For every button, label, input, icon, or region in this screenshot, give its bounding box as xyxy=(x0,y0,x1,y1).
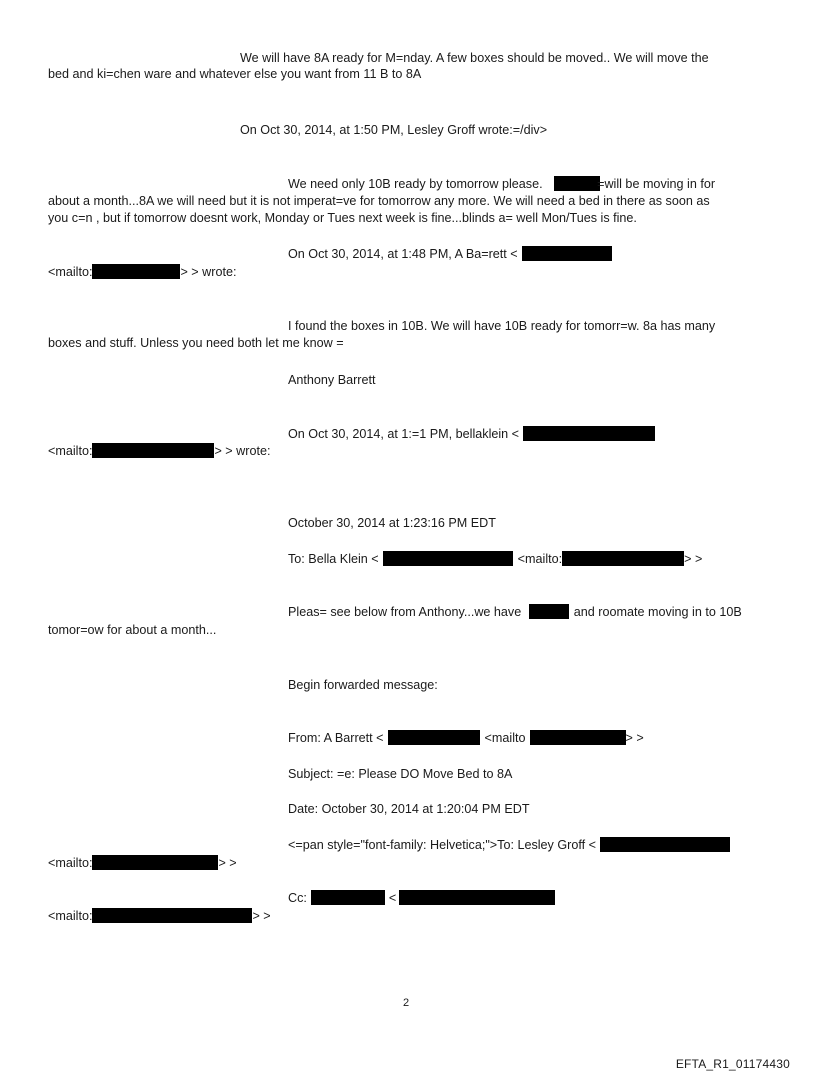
signature-line xyxy=(288,372,376,388)
redaction-block xyxy=(600,837,730,852)
text-segment: > > wrote: xyxy=(180,265,237,279)
text-segment: Anthony Barrett xyxy=(288,373,376,387)
text-segment: < xyxy=(388,891,397,905)
text-segment: > > xyxy=(252,909,271,923)
text-segment: <mailto: xyxy=(48,909,93,923)
text-segment: On Oct 30, 2014, at 1:48 PM, A Ba=rett < xyxy=(288,247,518,261)
redaction-block xyxy=(530,730,626,745)
redaction-block xyxy=(562,551,684,566)
text-line xyxy=(240,50,709,66)
text-line xyxy=(288,318,715,334)
text-segment: From: A Barrett < xyxy=(288,731,384,745)
redaction-block xyxy=(399,890,555,905)
text-segment: <mailto: xyxy=(48,444,93,458)
email-header-line xyxy=(288,730,644,746)
email-header-line xyxy=(288,515,496,531)
email-header-line xyxy=(48,264,236,280)
text-segment: and roomate moving in to 10B xyxy=(573,605,742,619)
text-segment: Subject: =e: Please DO Move Bed to 8A xyxy=(288,767,513,781)
text-segment: > > xyxy=(218,856,237,870)
text-segment: <mailto xyxy=(484,731,526,745)
text-line xyxy=(48,335,344,351)
bates-number: EFTA_R1_01174430 xyxy=(675,1057,790,1071)
text-segment: =will be moving in for xyxy=(597,177,716,191)
text-segment: On Oct 30, 2014, at 1:=1 PM, bellaklein < xyxy=(288,427,520,441)
email-header-line xyxy=(288,801,530,817)
redaction-block xyxy=(311,890,385,905)
text-segment: We will have 8A ready for M=nday. A few boxes should be moved.. We will move the xyxy=(240,51,709,65)
email-header-line xyxy=(288,766,512,782)
email-header-line xyxy=(48,855,237,871)
email-header-line xyxy=(48,908,271,924)
text-segment: October 30, 2014 at 1:23:16 PM EDT xyxy=(288,516,496,530)
email-header-line xyxy=(48,443,270,459)
email-header-line xyxy=(288,426,655,442)
text-segment: about a month...8A we will need but it is not imperat=ve for tomorrow any more. We will need a bed in there as soon as xyxy=(48,194,710,208)
text-segment: bed and ki=chen ware and whatever else you want from 11 B to 8A xyxy=(48,67,422,81)
text-segment: tomor=ow for about a month... xyxy=(48,623,217,637)
text-line xyxy=(288,176,715,192)
redaction-block xyxy=(529,604,569,619)
text-segment: > > xyxy=(684,552,703,566)
text-segment: you c=n , but if tomorrow doesnt work, Monday or Tues next week is fine...blinds a= well Mon/Tues is fine. xyxy=(48,211,637,225)
text-segment: <mailto: xyxy=(48,856,93,870)
redaction-block xyxy=(92,855,218,870)
text-segment: Pleas= see below from Anthony...we have xyxy=(288,605,522,619)
forward-header xyxy=(288,677,438,693)
email-header-line xyxy=(288,246,612,262)
redaction-block xyxy=(554,176,600,191)
text-segment: To: Bella Klein < xyxy=(288,552,379,566)
text-segment: <mailto: xyxy=(48,265,93,279)
email-header-line xyxy=(288,551,702,567)
redaction-block xyxy=(92,264,180,279)
text-segment: We need only 10B ready by tomorrow please. xyxy=(288,177,543,191)
text-segment: boxes and stuff. Unless you need both let me know = xyxy=(48,336,344,350)
redaction-block xyxy=(92,908,252,923)
text-line xyxy=(48,622,216,638)
redaction-block xyxy=(92,443,214,458)
text-segment: Date: October 30, 2014 at 1:20:04 PM EDT xyxy=(288,802,530,816)
text-segment: I found the boxes in 10B. We will have 10B ready for tomorr=w. 8a has many xyxy=(288,319,716,333)
text-segment: > > wrote: xyxy=(214,444,271,458)
redaction-block xyxy=(523,426,655,441)
text-segment: Cc: xyxy=(288,891,307,905)
text-segment: > > xyxy=(625,731,644,745)
email-header-line xyxy=(288,837,730,853)
text-segment: On Oct 30, 2014, at 1:50 PM, Lesley Groff wrote:=/div> xyxy=(240,123,548,137)
text-line xyxy=(288,604,742,620)
email-header-line xyxy=(240,122,547,138)
text-segment: <=pan style="font-family: Helvetica;">To: Lesley Groff < xyxy=(288,838,596,852)
email-header-line xyxy=(288,890,555,906)
redaction-block xyxy=(388,730,480,745)
text-line xyxy=(48,66,421,82)
text-segment: <mailto: xyxy=(517,552,563,566)
text-segment: Begin forwarded message: xyxy=(288,678,438,692)
text-line xyxy=(48,210,637,226)
text-line xyxy=(48,193,710,209)
redaction-block xyxy=(383,551,513,566)
redaction-block xyxy=(522,246,612,261)
page-number: 2 xyxy=(403,997,410,1009)
